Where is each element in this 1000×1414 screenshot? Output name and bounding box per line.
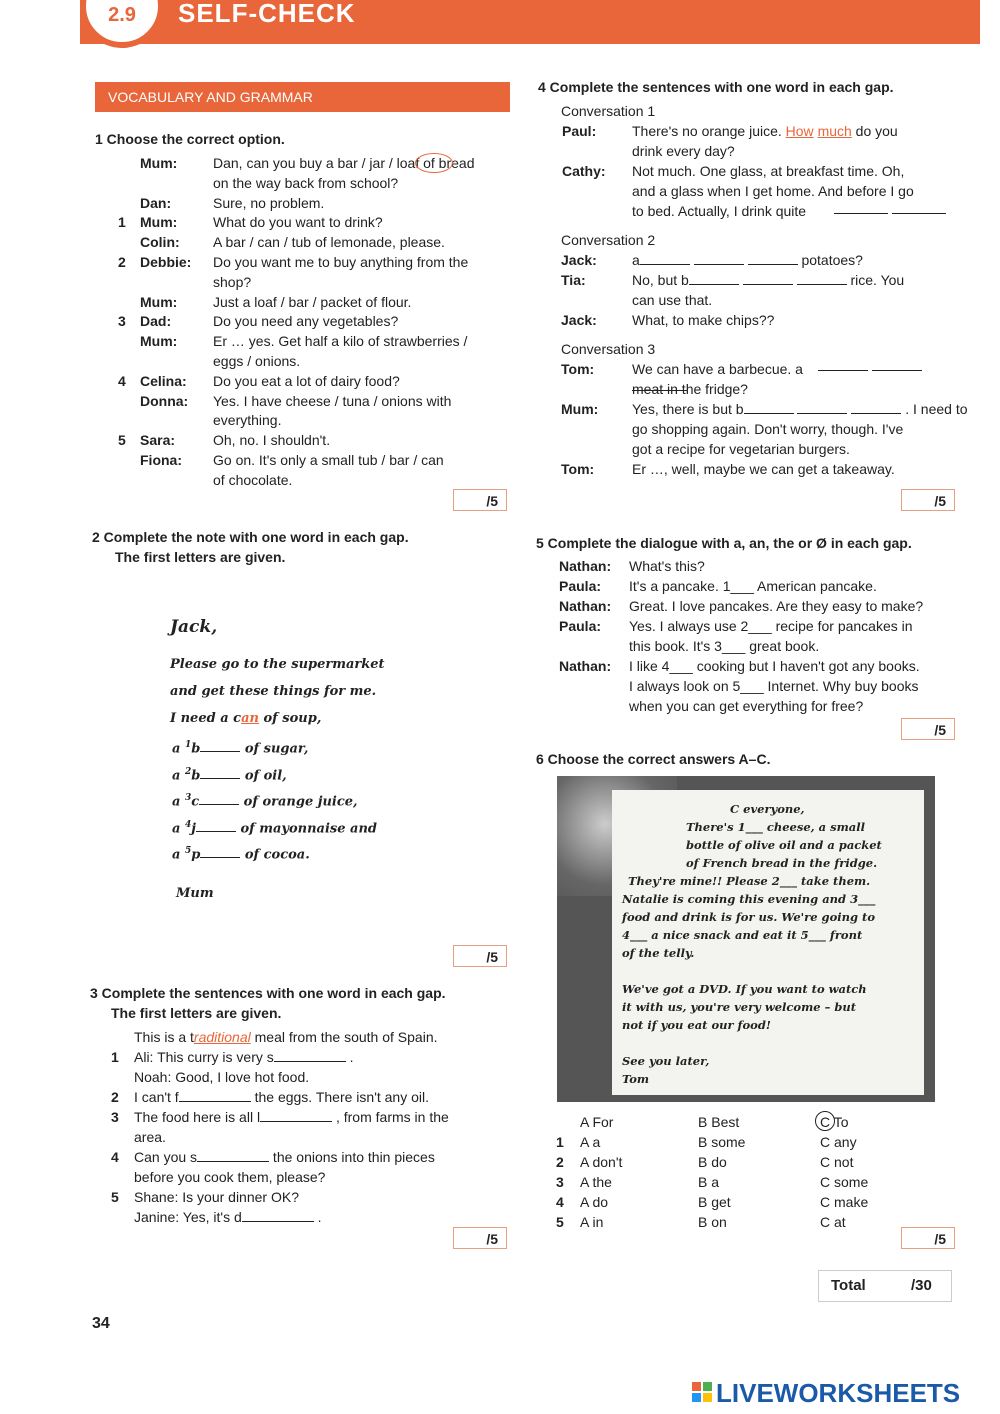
option-c[interactable]: C make bbox=[820, 1194, 869, 1210]
dialogue-text: and a glass when I get home. And before I go bbox=[632, 183, 914, 199]
dialogue-line: Do you eat a lot of dairy food? bbox=[213, 372, 400, 389]
s1-heading: 1 Choose the correct option. bbox=[95, 131, 285, 147]
dialogue-line bbox=[632, 359, 803, 379]
option-a[interactable]: A don't bbox=[580, 1154, 623, 1170]
answer-gap[interactable] bbox=[199, 804, 239, 805]
item-number: 3 bbox=[556, 1174, 564, 1190]
note-greeting: Jack, bbox=[170, 617, 218, 637]
item-number: 2 bbox=[111, 1089, 119, 1105]
gap-letter: b bbox=[191, 767, 201, 783]
option-b[interactable]: B get bbox=[698, 1194, 731, 1210]
speaker: Mum: bbox=[140, 155, 178, 171]
note-line-3 bbox=[170, 705, 321, 732]
dialogue-line bbox=[632, 439, 850, 459]
note-text: I need a c bbox=[170, 711, 242, 726]
answer-gap[interactable] bbox=[748, 264, 798, 265]
speaker: Donna: bbox=[140, 392, 189, 409]
page-title: SELF-CHECK bbox=[178, 0, 356, 28]
note-line: 4___ a nice snack and eat it 5___ front bbox=[622, 928, 863, 942]
s3-heading-1: 3 Complete the sentences with one word in each gap. bbox=[90, 985, 446, 1001]
unit-number: 2.9 bbox=[108, 4, 136, 26]
note-line: it with us, you're very welcome – but bbox=[622, 1000, 857, 1014]
sentence-text: The food here is all l bbox=[134, 1109, 261, 1125]
sentence-text: Ali: This curry is very s bbox=[134, 1049, 274, 1065]
answer-gap[interactable] bbox=[872, 370, 922, 371]
gap-number: 3 bbox=[184, 793, 192, 803]
section-banner: VOCABULARY AND GRAMMAR bbox=[95, 82, 510, 112]
gap-letter: j bbox=[191, 820, 196, 836]
sentence-text: , from farms in the bbox=[332, 1109, 449, 1125]
s2-heading-1: 2 Complete the note with one word in each gap. bbox=[92, 529, 409, 545]
note-item bbox=[172, 838, 310, 868]
sentence-text: Shane: Is your dinner OK? bbox=[134, 1189, 299, 1205]
option-b[interactable]: B some bbox=[698, 1134, 746, 1150]
speaker: Celina: bbox=[140, 372, 187, 389]
sentence bbox=[134, 1127, 166, 1147]
sentence-text: the onions into thin pieces bbox=[269, 1149, 435, 1165]
option-c[interactable]: C not bbox=[820, 1154, 854, 1170]
example-text: meal from the south of Spain. bbox=[250, 1029, 438, 1045]
speaker: Jack: bbox=[561, 312, 597, 328]
answer-gap bbox=[632, 378, 687, 394]
note-line: They're mine!! Please 2___ take them. bbox=[628, 874, 871, 888]
sentence bbox=[134, 1067, 309, 1087]
s1-score-box[interactable]: /5 bbox=[453, 489, 507, 511]
option-c[interactable]: C at bbox=[820, 1214, 846, 1230]
dialogue-line: this book. It's 3___ great book. bbox=[629, 638, 820, 654]
sentence bbox=[134, 1107, 449, 1127]
s2-heading-2: The first letters are given. bbox=[115, 549, 286, 565]
option-b[interactable]: B on bbox=[698, 1214, 727, 1230]
dialogue-line: when you can get everything for free? bbox=[629, 698, 864, 714]
page-number: 34 bbox=[92, 1315, 110, 1332]
speaker: Nathan: bbox=[559, 598, 612, 614]
note-text: a bbox=[172, 847, 185, 863]
item-number: 4 bbox=[118, 372, 126, 389]
dialogue-line: Dan, can you buy a bar / jar / loaf of bread bbox=[213, 155, 475, 171]
gap-number: 1 bbox=[184, 740, 192, 750]
note-text: a bbox=[172, 820, 185, 836]
item-number: 5 bbox=[118, 432, 126, 449]
option-a[interactable]: A the bbox=[580, 1174, 612, 1190]
example-answer: How bbox=[785, 123, 814, 139]
answer-gap[interactable] bbox=[851, 413, 901, 414]
conv2-title: Conversation 2 bbox=[561, 232, 656, 248]
sentence-text: Noah: Good, I love hot food. bbox=[134, 1069, 310, 1085]
answer-gaps bbox=[818, 358, 922, 374]
note-text: of soup, bbox=[258, 711, 322, 726]
speaker: Tom: bbox=[561, 461, 595, 477]
item-number: 2 bbox=[118, 254, 126, 270]
dialogue-line: shop? bbox=[213, 273, 252, 290]
total-score: /30 bbox=[911, 1277, 932, 1294]
note-text: a bbox=[172, 794, 185, 810]
dialogue-line bbox=[632, 270, 904, 290]
liveworksheets-logo-icon bbox=[692, 1382, 712, 1402]
answer-gap[interactable] bbox=[196, 831, 236, 832]
total-label: Total bbox=[831, 1277, 866, 1294]
note-line: Natalie is coming this evening and 3___ bbox=[622, 892, 876, 906]
item-number: 3 bbox=[118, 313, 126, 330]
dialogue-text: . I need to bbox=[901, 401, 968, 417]
option-b[interactable]: B a bbox=[698, 1174, 720, 1190]
dialogue-text: do you bbox=[851, 123, 898, 139]
dialogue-line bbox=[632, 201, 806, 221]
note-line-1: Please go to the supermarket bbox=[170, 657, 385, 672]
gap-number: 4 bbox=[184, 819, 192, 830]
sentence-text: before you cook them, please? bbox=[134, 1169, 326, 1185]
note-text: of cocoa. bbox=[240, 847, 310, 863]
speaker: Tia: bbox=[561, 272, 586, 288]
speaker: Jack: bbox=[561, 252, 597, 268]
dialogue-text: potatoes? bbox=[797, 252, 863, 268]
note-line-2: and get these things for me. bbox=[170, 684, 377, 699]
dialogue-line: What's this? bbox=[629, 558, 705, 574]
answer-gap[interactable] bbox=[640, 264, 690, 265]
note-line: food and drink is for us. We're going to bbox=[622, 910, 876, 924]
answer-gap[interactable] bbox=[179, 1101, 251, 1102]
s4-heading: 4 Complete the sentences with one word in each gap. bbox=[538, 79, 894, 95]
note-line: bottle of olive oil and a packet bbox=[686, 838, 882, 852]
answer-gap[interactable] bbox=[632, 390, 687, 391]
answer-gap[interactable] bbox=[694, 264, 744, 265]
note-line: of the telly. bbox=[622, 946, 695, 960]
sentence-text: I can't f bbox=[134, 1089, 179, 1105]
dialogue-line bbox=[632, 161, 904, 181]
dialogue-line: Er … yes. Get half a kilo of strawberries / bbox=[213, 333, 468, 350]
answer-gap[interactable] bbox=[689, 284, 739, 285]
gap-letter: p bbox=[191, 847, 201, 863]
speaker: Mum: bbox=[140, 214, 178, 231]
speaker: Sara: bbox=[140, 432, 176, 449]
note-text: of sugar, bbox=[240, 741, 309, 757]
dialogue-text: Er …, well, maybe we can get a takeaway. bbox=[632, 461, 895, 477]
sentence bbox=[134, 1187, 299, 1207]
note-line: Tom bbox=[622, 1072, 650, 1086]
note-line: See you later, bbox=[622, 1054, 710, 1068]
loaf-circle bbox=[415, 153, 453, 173]
answer-gap[interactable] bbox=[260, 1121, 332, 1122]
option-a[interactable]: A For bbox=[580, 1114, 614, 1130]
speaker: Colin: bbox=[140, 234, 180, 251]
dialogue-line: of chocolate. bbox=[213, 471, 293, 488]
s6-score-box[interactable]: /5 bbox=[901, 1227, 955, 1249]
dialogue-text: a bbox=[632, 252, 640, 268]
s5-score-box[interactable]: /5 bbox=[901, 718, 955, 740]
dialogue-line: Sure, no problem. bbox=[213, 194, 325, 211]
dialogue-line: Do you want me to buy anything from the bbox=[213, 254, 469, 270]
option-b[interactable]: B do bbox=[698, 1154, 727, 1170]
dialogue-line: A bar / can / tub of lemonade, please. bbox=[213, 234, 445, 251]
item-number: 2 bbox=[556, 1154, 564, 1170]
option-a[interactable]: A do bbox=[580, 1194, 609, 1210]
note-line: not if you eat our food! bbox=[622, 1018, 771, 1032]
dialogue-line: everything. bbox=[213, 412, 282, 429]
dialogue-line bbox=[632, 121, 898, 141]
answer-gap[interactable] bbox=[200, 751, 240, 752]
answer-gap[interactable] bbox=[242, 1221, 314, 1222]
speaker: Paula: bbox=[559, 578, 602, 594]
dialogue-text: drink every day? bbox=[632, 143, 735, 159]
gap-number: 2 bbox=[184, 766, 192, 777]
dialogue-text: We can have a barbecue. a bbox=[632, 361, 803, 377]
sentence-text: . bbox=[313, 1209, 322, 1225]
speaker: Cathy: bbox=[562, 163, 606, 179]
note-signature: Mum bbox=[176, 886, 214, 901]
answer-gap[interactable] bbox=[797, 284, 847, 285]
option-c[interactable]: C any bbox=[820, 1134, 857, 1150]
dialogue-text: There's no orange juice. bbox=[632, 123, 786, 139]
dialogue-line: Oh, no. I shouldn't. bbox=[213, 432, 331, 449]
dialogue-line bbox=[632, 459, 895, 479]
answer-gap[interactable] bbox=[200, 778, 240, 779]
dialogue-text: rice. You bbox=[846, 272, 905, 288]
dialogue-text: go shopping again. Don't worry, though. I've bbox=[632, 421, 904, 437]
answer-gaps bbox=[834, 201, 946, 217]
note-line: of French bread in the fridge. bbox=[686, 856, 878, 870]
note-text: a bbox=[172, 741, 185, 757]
dialogue-line: eggs / onions. bbox=[213, 353, 301, 369]
sentence bbox=[134, 1147, 435, 1167]
option-a[interactable]: A in bbox=[580, 1214, 604, 1230]
note-text: of oil, bbox=[240, 767, 287, 783]
example-answer: raditional bbox=[193, 1029, 251, 1045]
speaker: Mum: bbox=[561, 401, 599, 417]
sentence-text: . bbox=[345, 1049, 354, 1065]
sentence bbox=[134, 1207, 322, 1227]
speaker: Mum: bbox=[140, 333, 178, 350]
item-number: 3 bbox=[111, 1109, 119, 1125]
answer-circle bbox=[815, 1111, 835, 1131]
dialogue-line bbox=[632, 141, 735, 161]
example-text: This is a t bbox=[134, 1029, 194, 1045]
dialogue-line: Yes. I have cheese / tuna / onions with bbox=[213, 392, 452, 409]
speaker: Nathan: bbox=[559, 558, 612, 574]
dialogue-line: Do you need any vegetables? bbox=[213, 313, 399, 330]
dialogue-line: Just a loaf / bar / packet of flour. bbox=[213, 293, 412, 310]
s3-heading-2: The first letters are given. bbox=[111, 1005, 282, 1021]
s3-example bbox=[134, 1027, 438, 1047]
answer-gap[interactable] bbox=[743, 284, 793, 285]
sentence bbox=[134, 1047, 354, 1067]
s2-score-box[interactable]: /5 bbox=[453, 945, 507, 967]
dialogue-line: What do you want to drink? bbox=[213, 214, 383, 231]
speaker: Fiona: bbox=[140, 452, 182, 468]
note-text: of mayonnaise and bbox=[235, 820, 378, 836]
option-a[interactable]: A a bbox=[580, 1134, 601, 1150]
dialogue-line: Yes. I always use 2___ recipe for pancakes in bbox=[629, 618, 913, 634]
example-answer: an bbox=[241, 711, 259, 726]
dialogue-line: I like 4___ cooking but I haven't got any books. bbox=[629, 658, 920, 674]
conv1-title: Conversation 1 bbox=[561, 103, 656, 119]
item-number: 4 bbox=[556, 1194, 564, 1210]
s3-score-box[interactable]: /5 bbox=[453, 1227, 507, 1249]
sentence bbox=[134, 1087, 429, 1107]
speaker: Debbie: bbox=[140, 254, 192, 270]
s6-heading: 6 Choose the correct answers A–C. bbox=[536, 751, 771, 767]
note-line: There's 1___ cheese, a small bbox=[686, 820, 865, 834]
speaker: Mum: bbox=[140, 293, 178, 310]
sentence-text: Can you s bbox=[134, 1149, 198, 1165]
answer-gap[interactable] bbox=[200, 857, 240, 858]
item-number: 1 bbox=[111, 1049, 119, 1065]
dialogue-line bbox=[632, 310, 774, 330]
speaker: Paula: bbox=[559, 618, 602, 634]
liveworksheets-brand[interactable]: LIVEWORKSHEETS bbox=[716, 1378, 961, 1408]
example-answer: much bbox=[817, 123, 852, 139]
item-number: 1 bbox=[556, 1134, 564, 1150]
speaker: Paul: bbox=[562, 123, 597, 139]
dialogue-text: Yes, there is but b bbox=[632, 401, 744, 417]
dialogue-text: to bed. Actually, I drink quite bbox=[632, 203, 807, 219]
dialogue-line bbox=[632, 419, 903, 439]
gap-letter: b bbox=[191, 741, 201, 757]
item-number: 1 bbox=[118, 214, 126, 231]
answer-gap[interactable] bbox=[197, 1161, 269, 1162]
item-number: 4 bbox=[111, 1149, 119, 1165]
note-text: of orange juice, bbox=[239, 794, 358, 810]
note-line: We've got a DVD. If you want to watch bbox=[622, 982, 867, 996]
sentence-text: area. bbox=[134, 1129, 166, 1145]
speaker: Dad: bbox=[140, 313, 172, 330]
speaker: Nathan: bbox=[559, 658, 612, 674]
dialogue-text: got a recipe for vegetarian burgers. bbox=[632, 441, 850, 457]
gap-letter: c bbox=[191, 794, 200, 810]
dialogue-text: can use that. bbox=[632, 292, 713, 308]
item-number: 5 bbox=[111, 1189, 119, 1205]
option-c[interactable]: C some bbox=[820, 1174, 869, 1190]
option-c[interactable]: C To bbox=[820, 1114, 849, 1130]
answer-gap[interactable] bbox=[744, 413, 794, 414]
s4-score-box[interactable]: /5 bbox=[901, 489, 955, 511]
option-b[interactable]: B Best bbox=[698, 1114, 740, 1130]
dialogue-text: Not much. One glass, at breakfast time. Oh, bbox=[632, 163, 905, 179]
dialogue-text: No, but b bbox=[632, 272, 689, 288]
sentence bbox=[134, 1167, 325, 1187]
dialogue-text: What, to make chips?? bbox=[632, 312, 775, 328]
answer-gap[interactable] bbox=[797, 413, 847, 414]
dialogue-line: on the way back from school? bbox=[213, 174, 399, 191]
speaker: Tom: bbox=[561, 361, 595, 377]
dialogue-line: Go on. It's only a small tub / bar / can bbox=[213, 452, 444, 468]
answer-gap[interactable] bbox=[274, 1061, 346, 1062]
dialogue-line bbox=[632, 181, 914, 201]
item-number: 5 bbox=[556, 1214, 564, 1230]
sentence-text: Janine: Yes, it's d bbox=[134, 1209, 242, 1225]
sentence-text: the eggs. There isn't any oil. bbox=[250, 1089, 429, 1105]
answer-gap[interactable] bbox=[818, 370, 868, 371]
total-box bbox=[818, 1270, 952, 1302]
dialogue-line bbox=[632, 250, 863, 270]
answer-gap[interactable] bbox=[834, 213, 888, 214]
dialogue-line: Great. I love pancakes. Are they easy to make? bbox=[629, 598, 924, 614]
dialogue-text: meat in the fridge? bbox=[632, 381, 748, 397]
dialogue-line: I always look on 5___ Internet. Why buy books bbox=[629, 678, 919, 694]
conv3-title: Conversation 3 bbox=[561, 341, 656, 357]
dialogue-line: It's a pancake. 1___ American pancake. bbox=[629, 578, 877, 594]
answer-gap[interactable] bbox=[892, 213, 946, 214]
speaker: Dan: bbox=[140, 194, 172, 211]
dialogue-line bbox=[632, 399, 968, 419]
note-text: a bbox=[172, 767, 185, 783]
note-line: C everyone, bbox=[730, 802, 805, 816]
s5-heading: 5 Complete the dialogue with a, an, the or Ø in each gap. bbox=[536, 535, 912, 551]
gap-number: 5 bbox=[184, 846, 192, 856]
dialogue-line bbox=[632, 290, 712, 310]
